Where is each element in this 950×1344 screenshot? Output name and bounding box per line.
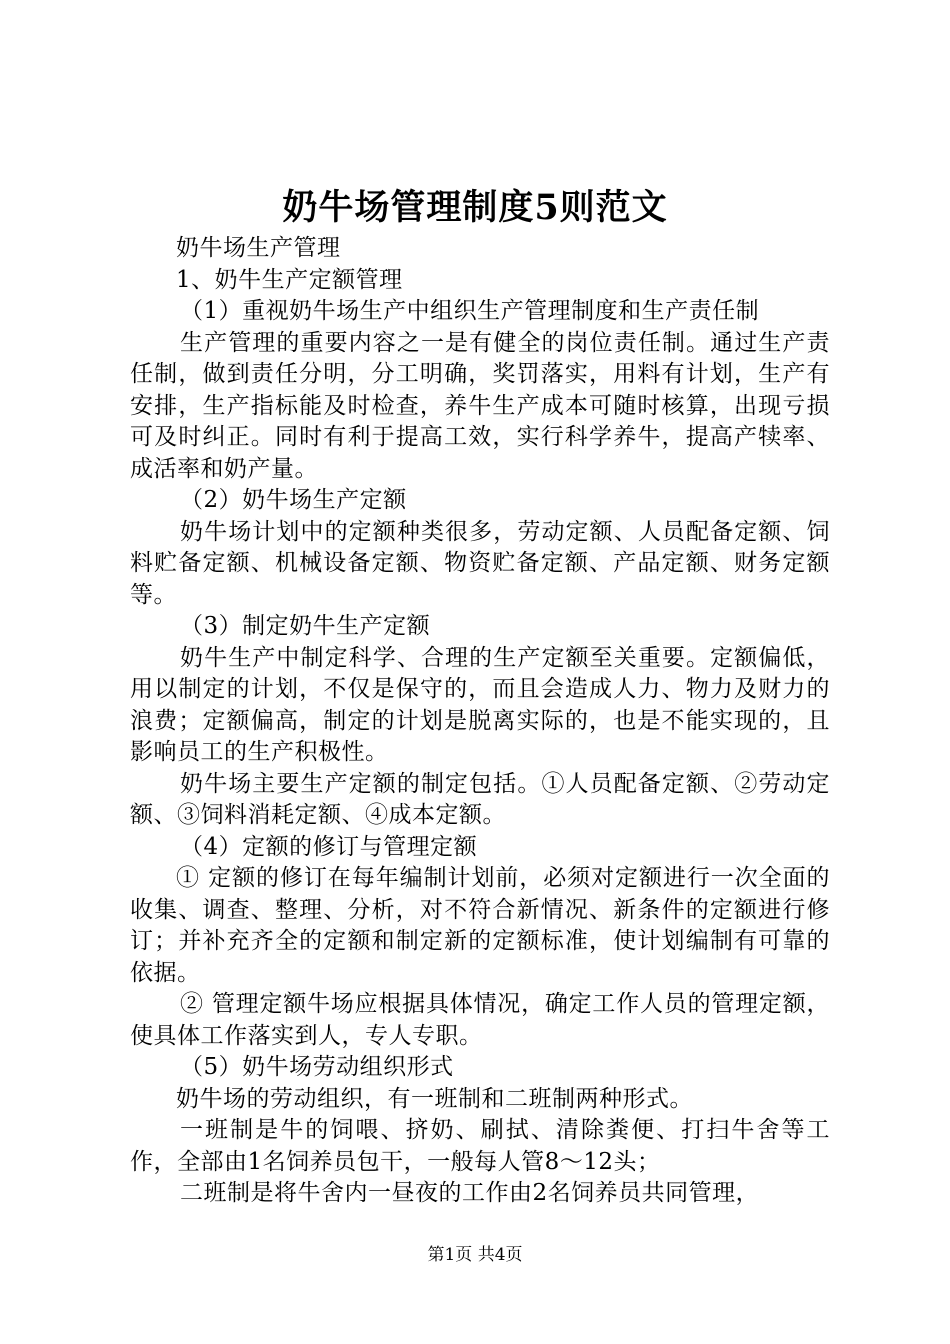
body-paragraph: 二班制是将牛舍内一昼夜的工作由2名饲养员共同管理， xyxy=(180,1180,760,1206)
body-paragraph: 奶牛场计划中的定额种类很多，劳动定额、人员配备定额、饲料贮备定额、机械设备定额、物资贮备定额、产品定额、财务定额等。 xyxy=(130,518,830,608)
item-heading: （1）重视奶牛场生产中组织生产管理制度和生产责任制 xyxy=(180,298,760,324)
page-footer: 第1页 共4页 xyxy=(427,1245,523,1265)
body-paragraph: ② 管理定额牛场应根据具体情况，确定工作人员的管理定额，使具体工作落实到人，专人专职。 xyxy=(130,991,830,1049)
document-body xyxy=(130,233,830,1210)
subsection-heading: 1、奶牛生产定额管理 xyxy=(176,266,403,293)
item-heading: （4）定额的修订与管理定额 xyxy=(180,833,478,860)
body-paragraph: 奶牛场主要生产定额的制定包括。①人员配备定额、②劳动定额、③饲料消耗定额、④成本定额。 xyxy=(130,770,830,828)
document-title: 奶牛场管理制度5则范文 xyxy=(282,187,668,228)
body-paragraph: 生产管理的重要内容之一是有健全的岗位责任制。通过生产责任制，做到责任分明，分工明确，奖罚落实，用料有计划，生产有安排，生产指标能及时检查，养牛生产成本可随时核算，出现亏损可及时纠正。同时有利于提高工效，实行科学养牛，提高产犊率、成活率和奶产量。 xyxy=(130,329,830,482)
item-heading: （2）奶牛场生产定额 xyxy=(180,487,407,513)
item-heading: （3）制定奶牛生产定额 xyxy=(180,613,431,639)
body-paragraph: 奶牛场的劳动组织，有一班制和二班制两种形式。 xyxy=(176,1085,693,1112)
section-heading: 奶牛场生产管理 xyxy=(176,235,341,261)
body-paragraph: 一班制是牛的饲喂、挤奶、刷拭、清除粪便、打扫牛舍等工作，全部由1名饲养员包干，一般每人管8～12头； xyxy=(130,1117,830,1175)
item-heading: （5）奶牛场劳动组织形式 xyxy=(180,1054,454,1080)
body-paragraph: 奶牛生产中制定科学、合理的生产定额至关重要。定额偏低，用以制定的计划，不仅是保守的，而且会造成人力、物力及财力的浪费；定额偏高，制定的计划是脱离实际的，也是不能实现的，且影响员工的生产积极性。 xyxy=(130,644,830,765)
body-paragraph: ① 定额的修订在每年编制计划前，必须对定额进行一次全面的收集、调查、整理、分析，对不符合新情况、新条件的定额进行修订；并补充齐全的定额和制定新的定额标准，使计划编制有可靠的依据。 xyxy=(130,865,830,986)
